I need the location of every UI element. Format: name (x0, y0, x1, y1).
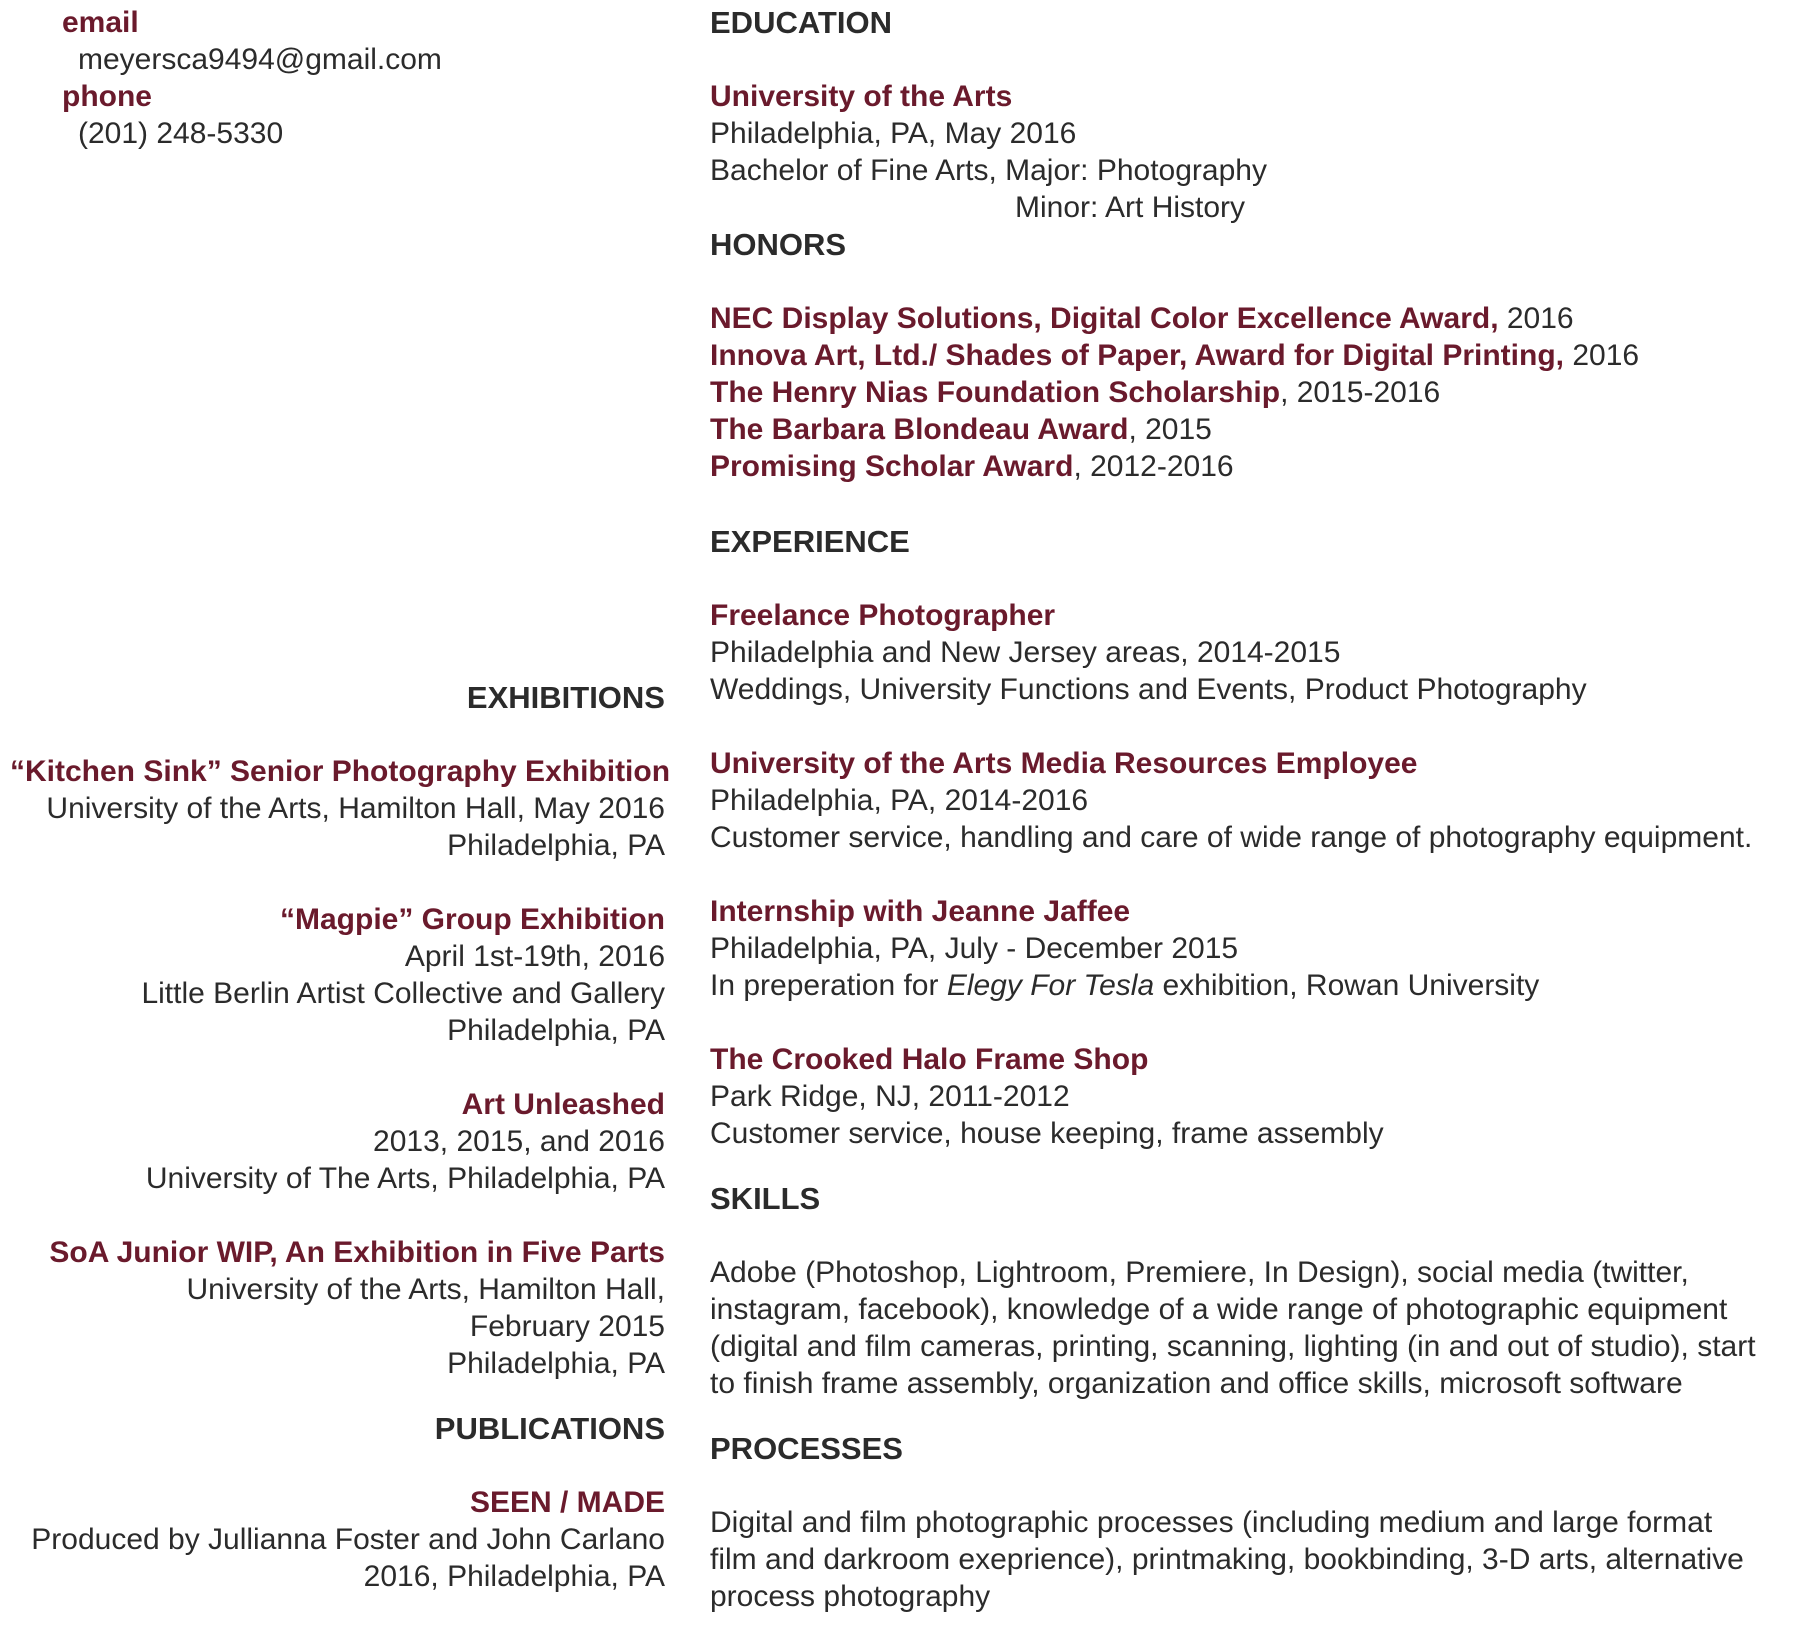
exhibition-line: February 2015 (469, 1310, 665, 1343)
processes-line: process photography (710, 1580, 991, 1613)
skills-heading: SKILLS (710, 1181, 821, 1216)
exhibition-line: University of The Arts, Philadelphia, PA (145, 1162, 665, 1195)
phone-label: phone (62, 80, 152, 113)
job-item (710, 745, 1795, 856)
exhibition-title: Art Unleashed (461, 1088, 665, 1121)
job-where: Philadelphia, PA, July - December 2015 (710, 932, 1239, 965)
skills-line: (digital and film cameras, printing, scanning, lighting (in and out of studio), start (710, 1330, 1756, 1363)
exhibition-item (10, 901, 665, 1049)
publication-line: Produced by Jullianna Foster and John Carlano (31, 1523, 665, 1556)
right-column (710, 4, 1795, 1615)
job-item (710, 597, 1795, 708)
job-desc-text: exhibition, Rowan University (1154, 969, 1540, 1002)
exhibition-item (10, 753, 671, 864)
honor-year: , 2015-2016 (1280, 376, 1441, 409)
publication-title: SEEN / MADE (469, 1486, 665, 1519)
job-item (710, 1041, 1795, 1152)
honors-heading: HONORS (710, 227, 847, 262)
processes-heading: PROCESSES (710, 1431, 903, 1466)
honor-name: Promising Scholar Award (710, 450, 1074, 483)
exhibitions-section (10, 679, 671, 1595)
honor-name: Innova Art, Ltd./ Shades of Paper, Award for Digital Printing, (710, 339, 1564, 372)
job-desc: Customer service, handling and care of wide range of photography equipment. (710, 821, 1753, 854)
exhibition-line: University of the Arts, Hamilton Hall, (186, 1273, 665, 1306)
skills-line: Adobe (Photoshop, Lightroom, Premiere, In Design), social media (twitter, (710, 1256, 1689, 1289)
honor-year: , 2015 (1128, 413, 1212, 446)
exhibition-line: Philadelphia, PA (447, 829, 665, 862)
exhibition-line: Philadelphia, PA (447, 1014, 665, 1047)
job-desc: Weddings, University Functions and Events, Product Photography (710, 673, 1587, 706)
email-label: email (62, 6, 139, 39)
minor: Minor: Art History (1015, 191, 1246, 224)
processes-line: film and darkroom exeprience), printmaking, bookbinding, 3-D arts, alternative (710, 1543, 1744, 1576)
exhibition-line: 2013, 2015, and 2016 (373, 1125, 665, 1158)
honor-item (710, 300, 1795, 337)
left-column (10, 4, 671, 1593)
exhibition-title: “Kitchen Sink” Senior Photography Exhibition (10, 755, 671, 788)
phone-value[interactable]: (201) 248-5330 (78, 117, 284, 150)
job-desc-italic: Elegy For Tesla (946, 969, 1155, 1002)
job-where: Philadelphia, PA, 2014-2016 (710, 784, 1089, 817)
contact-block (10, 4, 665, 152)
exhibition-line: Philadelphia, PA (447, 1347, 665, 1380)
job-desc (710, 967, 1795, 1004)
email-value[interactable]: meyersca9494@gmail.com (78, 43, 442, 76)
processes-line: Digital and film photographic processes (including medium and large format (710, 1506, 1713, 1539)
publications-section (10, 1410, 665, 1595)
honor-item (710, 374, 1795, 411)
honor-year: 2016 (1564, 339, 1640, 372)
exhibition-line: April 1st-19th, 2016 (404, 940, 665, 973)
exhibitions-heading: EXHIBITIONS (466, 680, 665, 715)
honor-item (710, 337, 1795, 374)
skills-line: instagram, facebook), knowledge of a wide range of photographic equipment (710, 1293, 1728, 1326)
honor-name: The Henry Nias Foundation Scholarship (710, 376, 1281, 409)
job-where: Park Ridge, NJ, 2011-2012 (710, 1080, 1070, 1113)
honor-name: The Barbara Blondeau Award (710, 413, 1129, 446)
job-item (710, 893, 1795, 1004)
honors-section (710, 226, 1795, 485)
publication-line: 2016, Philadelphia, PA (363, 1560, 665, 1593)
education-section (710, 4, 1795, 226)
honor-year: , 2012-2016 (1073, 450, 1234, 483)
job-title: The Crooked Halo Frame Shop (710, 1043, 1149, 1076)
job-title: Freelance Photographer (710, 599, 1056, 632)
school-location: Philadelphia, PA, May 2016 (710, 117, 1077, 150)
job-desc-text: In preperation for (710, 969, 947, 1002)
experience-section (710, 523, 1795, 1152)
skills-section (710, 1180, 1795, 1402)
school-name: University of the Arts (710, 80, 1013, 113)
degree: Bachelor of Fine Arts, Major: Photography (710, 154, 1267, 187)
publications-heading: PUBLICATIONS (434, 1411, 665, 1446)
skills-line: to finish frame assembly, organization and office skills, microsoft software (710, 1367, 1683, 1400)
exhibition-title: “Magpie” Group Exhibition (280, 903, 665, 936)
processes-section (710, 1430, 1795, 1615)
exhibition-title: SoA Junior WIP, An Exhibition in Five Parts (49, 1236, 665, 1269)
exhibition-item (10, 1234, 665, 1382)
job-desc: Customer service, house keeping, frame assembly (710, 1117, 1384, 1150)
honor-name: NEC Display Solutions, Digital Color Excellence Award, (710, 302, 1499, 335)
experience-heading: EXPERIENCE (710, 524, 910, 559)
exhibition-line: University of the Arts, Hamilton Hall, May 2016 (46, 792, 665, 825)
job-title: University of the Arts Media Resources Employee (710, 747, 1418, 780)
education-heading: EDUCATION (710, 5, 892, 40)
job-title: Internship with Jeanne Jaffee (710, 895, 1131, 928)
exhibition-line: Little Berlin Artist Collective and Gallery (141, 977, 665, 1010)
honor-item (710, 448, 1795, 485)
exhibition-item (10, 1086, 665, 1197)
job-where: Philadelphia and New Jersey areas, 2014-2015 (710, 636, 1341, 669)
honor-item (710, 411, 1795, 448)
honor-year: 2016 (1498, 302, 1574, 335)
